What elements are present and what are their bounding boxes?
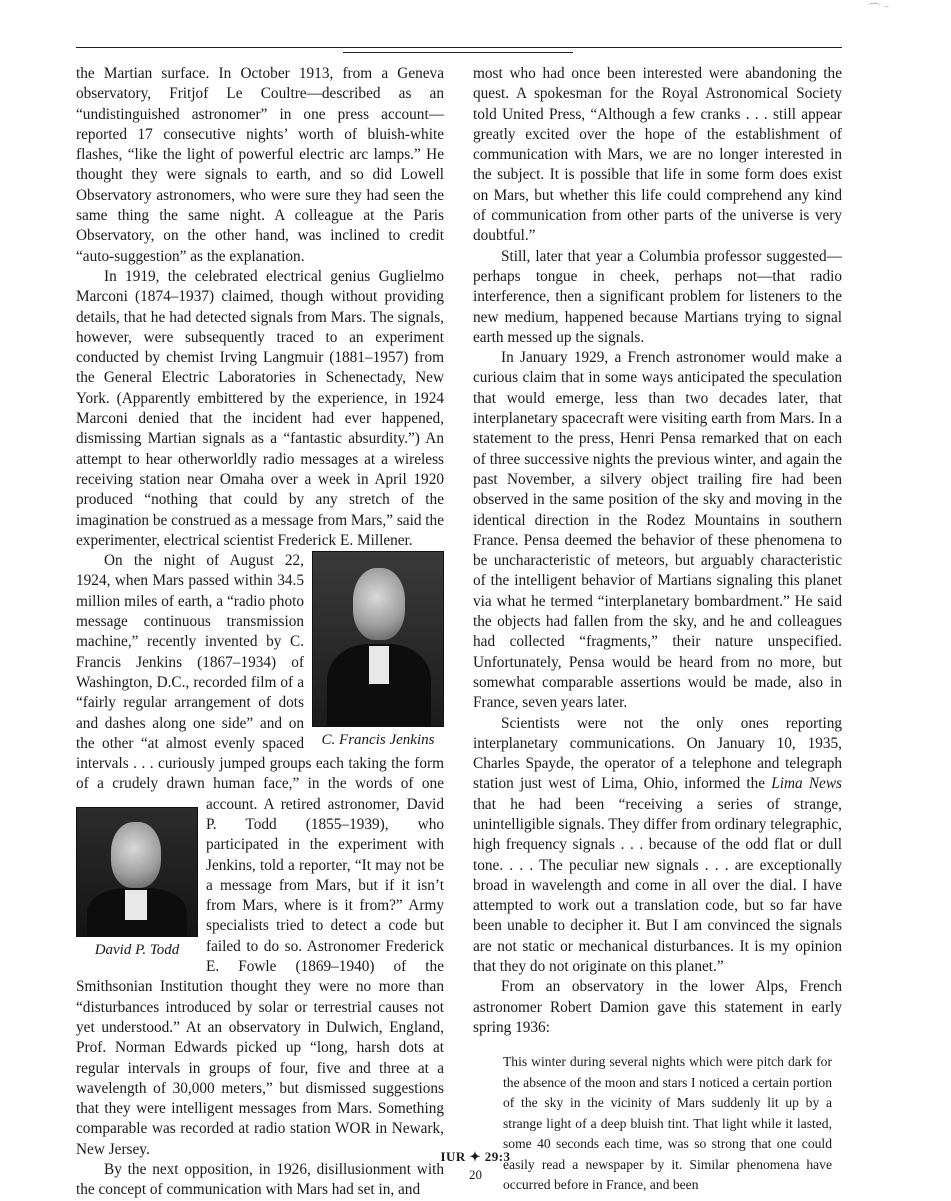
left-paragraph-1: the Martian surface. In October 1913, from a Geneva observatory, Fritjof Le Coultre—described as an “undistinguished astronomer” in one press account—reported 17 consecutive nights’ worth of bluish-white flashes, “like the light of powerful electric arc lamps.” He thought they were signals to earth, and so did Lowell Observatory astronomers, who were sure they had seen the same thing the same night. A colleague at the Paris Observatory, on the other hand, was inclined to credit “auto-suggestion” as the explanation. [76, 65, 444, 265]
right-paragraph-1: most who had once been interested were abandoning the quest. A spokesman for the Royal Astronomical Society told United Press, “Although a few cranks . . . still appear greatly excited over the hope of the establishment of communication with Mars, we are no longer interested in the subject. It is possible that life in some form does exist on Mars, but whether this life could comprehend any kind of communication from other parts of the universe is very doubtful.” [473, 65, 842, 245]
left-column [76, 64, 444, 1201]
right-paragraph-4-pre: Scientists were not the only ones reporting interplanetary communications. On January 10, 1935, Charles Spayde, the operator of a telephone and telegraph station just west of Lima, Ohio, informed the [473, 714, 842, 793]
todd-caption: David P. Todd [94, 942, 180, 958]
right-paragraph-4-post: that he had been “receiving a series of strange, unintelligible signals. They differ from ordinary telegraphic, high frequency signals . . . because of the odd flat or dull tone. . . . The peculiar new signals . . . are exceptionally broad in wavelength and come in all over the dial. I have attempted to work out a translation code, but so far have been unable to decipher it. But I am convinced the signals are not static or mechanical disturbances. It is my opinion that they do not originate on this planet.” [473, 795, 843, 976]
right-paragraph-2: Still, later that year a Columbia professor suggested—perhaps tongue in cheek, perhaps not—that radio interference, then a significant problem for listeners to the new medium, happened because Martians trying to signal earth messed up the signals. [473, 247, 842, 346]
journal-issue: IUR ✦ 29:3 [440, 1149, 511, 1164]
top-center-rule [343, 52, 573, 53]
jenkins-photo [312, 551, 444, 727]
left-paragraph-4: By the next opposition, in 1926, disillusionment with the concept of communication with Mars had set in, and [76, 1161, 444, 1199]
top-rule [76, 47, 842, 48]
right-paragraph-3: In January 1929, a French astronomer would make a curious claim that in some ways anticipated the speculation that would emerge, less than two decades later, that interplanetary spacecraft were visiting earth from Mars. In a statement to the press, Henri Pensa remarked that on each of three successive nights the previous winter, and again the past November, a silvery object trailing fire had been observed in the same position of the sky and moving in the identical direction in the Rodez Mountains in southern France. Pensa deemed the behavior of these phenomena to be uncharacteristic of meteors, but arguably characteristic of the intelligent behavior of Martians signaling this planet via what he termed “interplanetary bombardment.” He said the objects had fallen from the sky, and he and colleagues had collected “fragments,” their nature unspecified. Unfortunately, Pensa would be heard from no more, but somewhat comparable assertions would be made, also in France, seven years later. [473, 349, 842, 712]
lima-news-title: Lima News [771, 775, 842, 793]
left-paragraph-3-text: On the night of August 22, 1924, when Mars passed within 34.5 million miles of earth, a “radio photo message continuous transmission machine,” recently invented by C. Francis Jenkins (1867–1934) of Washington, D.C., recorded film of a “fairly regular arrangement of dots and dashes along one side” and on the other “at almost evenly spaced intervals . . . curiously jumped groups each taking the form of a crudely drawn human face,” in the words of one account. A retired astronomer, David P. Todd (1855–1939), who participated in the experiment with Jenkins, told a reporter, “It may not be a message from Mars, but if it isn’t from Mars, where is it from?” Army specialists tried to detect a code but failed to do so. Astronomer Frederick E. Fowle (1869–1940) of the Smithsonian Institution thought they were no more than “disturbances introduced by solar or terrestrial causes not yet understood.” At an observatory in Dulwich, England, Prof. Norman Edwards picked up “long, harsh dots at regular intervals in groups of four, five and three at a wavelength of 30,000 meters,” but dismissed suggestions that they were intelligent messages from Mars. Something comparable was recorded at radio station WOR in Newark, New Jersey. [76, 552, 444, 1158]
page-number: 20 [469, 1167, 482, 1182]
jenkins-caption: C. Francis Jenkins [321, 732, 435, 749]
left-paragraph-2: In 1919, the celebrated electrical genius Guglielmo Marconi (1874–1937) claimed, though without providing details, that he had detected signals from Mars. The signals, however, were subsequently traced to an experiment conducted by chemist Irving Langmuir (1881–1957) from the General Electric Laboratories in Schenectady, New York. (Apparently embittered by the experience, in 1924 Marconi denied that the incident had ever happened, dismissing Martian signals as a “fantastic absurdity.”) An attempt to hear otherworldly radio messages at a wireless receiving station near Omaha over a week in April 1920 produced “nothing that could by any stretch of the imagination be construed as a message from Mars,” said the experimenter, electrical scientist Frederick E. Millener. [76, 267, 444, 549]
corner-mark: ⌒ ⁻ [868, 2, 890, 16]
right-paragraph-5: From an observatory in the lower Alps, French astronomer Robert Damion gave this statement in early spring 1936: [473, 978, 842, 1036]
todd-photo-collar [125, 890, 147, 920]
jenkins-photo-head [353, 568, 405, 640]
jenkins-photo-collar [369, 646, 389, 684]
todd-figure-block [76, 807, 198, 959]
page-footer [0, 1148, 951, 1184]
right-paragraph-4 [473, 714, 842, 978]
todd-photo [76, 807, 198, 937]
todd-photo-head [111, 822, 161, 888]
jenkins-figure [312, 551, 444, 749]
damion-quote: This winter during several nights which were pitch dark for the absence of the moon and stars I noticed a certain portion of the sky in the vicinity of Mars suddenly lit up by a strange light of a deep bluish tint. That light while it lasted, some 40 seconds each time, was so strong that one could easily read a newspaper by it. Similar phenomena have occurred before in France, and been [503, 1054, 832, 1193]
right-column [473, 64, 842, 1196]
